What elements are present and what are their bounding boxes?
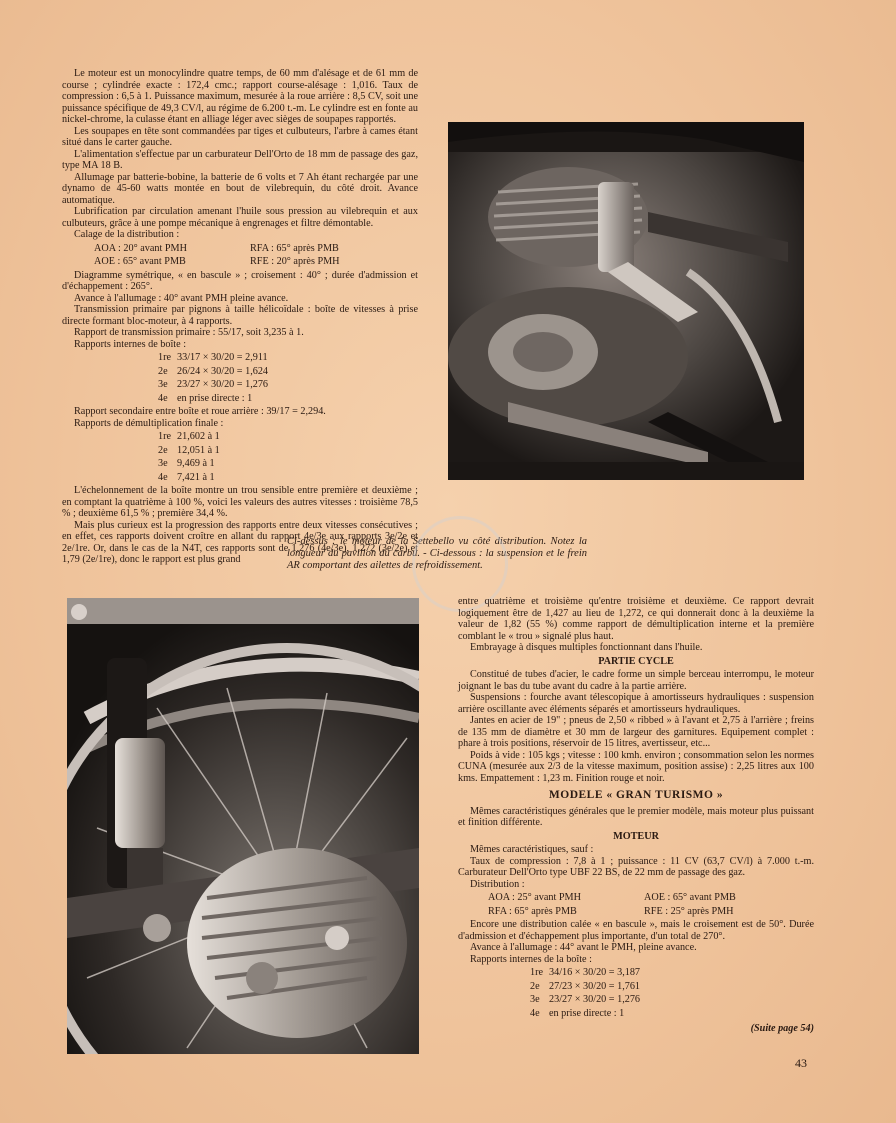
table-cell: 7,421 à 1 — [177, 471, 215, 483]
paragraph: Calage de la distribution : — [74, 229, 180, 240]
table-cell: 4e — [530, 1007, 540, 1019]
table-cell: AOA : 20° avant PMH — [94, 242, 187, 254]
paragraph: Mêmes caractéristiques générales que le premier modèle, mais moteur plus puissant et finition différente. — [458, 805, 814, 828]
paragraph: Encore une distribution calée « en bascule », mais le croisement est de 50°. Durée d'admission et d'échappement plus importante, d'un total de 270°. — [458, 919, 814, 942]
table-cell: RFE : 20° après PMH — [250, 256, 340, 267]
section-heading: MOTEUR — [613, 830, 659, 842]
table-cell: 34/16 × 30/20 = 3,187 — [549, 967, 641, 978]
rear-wheel-photo-art — [67, 598, 419, 1054]
table-cell: 1re — [158, 431, 172, 442]
right-column — [458, 596, 814, 1035]
section-heading: PARTIE CYCLE — [598, 655, 674, 667]
table-cell: RFE : 25° après PMH — [644, 905, 734, 917]
table-cell: 4e — [158, 392, 168, 404]
table-cell: 2e — [158, 365, 168, 377]
table-cell: AOE : 65° avant PMB — [644, 892, 736, 903]
paragraph: Rapports internes de boîte : — [74, 338, 187, 350]
table-cell: 33/17 × 30/20 = 2,911 — [177, 352, 268, 363]
paragraph: Lubrification par circulation amenant l'huile sous pression au vilebrequin et aux culbuteurs, grâce à une pompe mécanique à engrenages et filtre démontable. — [62, 206, 418, 229]
paragraph: Le moteur est un monocylindre quatre temps, de 60 mm d'alésage et de 61 mm de course ; cylindrée exacte : 172,4 cmc.; rapport course-alésage : 1,016. Taux de compression : 6,5 à 1. Puissance maximum, mesurée à la roue arrière : 8,5 CV, soit une puissance spécifique de 49,3 CV/l, au régime de 6.200 t.-m. Le cylindre est en fonte au nickel-chrome, la culasse étant en alliage léger avec sièges de soupapes rapportés. — [62, 68, 418, 125]
paragraph: Suspensions : fourche avant télescopique à amortisseurs hydrauliques : suspension arrière oscillante avec éléments séparés et amortisseurs hydrauliques. — [458, 692, 814, 715]
paragraph: Avance à l'allumage : 44° avant le PMH, pleine avance. — [470, 942, 697, 953]
paragraph: Avance à l'allumage : 40° avant PMH pleine avance. — [74, 292, 289, 304]
table-cell: 26/24 × 30/20 = 1,624 — [177, 365, 269, 377]
table-cell: 1re — [530, 967, 544, 978]
table-cell: 3e — [158, 458, 168, 469]
engine-photo-art — [448, 122, 804, 480]
table-cell: AOE : 65° avant PMB — [94, 256, 186, 267]
photo-caption: Ci-dessus : le moteur de la Settebello vu côté distribution. Notez la longueur du pavillon du carbu. - Ci-dessous : la suspension et le frein AR comportant des ailettes de refroidissement. — [287, 536, 587, 571]
ratio-table — [156, 350, 274, 406]
final-ratio-table — [156, 429, 226, 485]
table-cell: 3e — [530, 994, 540, 1005]
paragraph: L'échelonnement de la boîte montre un trou sensible entre première et deuxième ; en comptant la quatrième à 100 %, voici les valeurs des autres vitesses : troisième 78,5 % ; deuxième 61,5 % ; première 34,4 %. — [62, 485, 418, 519]
section-heading: MODELE « GRAN TURISMO » — [548, 789, 724, 801]
table-cell: 23/27 × 30/20 = 1,276 — [177, 379, 269, 390]
paragraph: Constitué de tubes d'acier, le cadre forme un simple berceau interrompu, le moteur joignant le bas du tube avant du cadre à la partie arrière. — [458, 669, 814, 692]
table-cell: 27/23 × 30/20 = 1,761 — [549, 980, 641, 992]
table-cell: 21,602 à 1 — [177, 431, 220, 442]
paragraph: Rapports internes de la boîte : — [470, 953, 592, 965]
table-cell: 12,051 à 1 — [177, 444, 220, 456]
paragraph: Jantes en acier de 19" ; pneus de 2,50 « ribbed » à l'avant et 2,75 à l'arrière ; freins de 135 mm de diamètre et 30 mm de largeur des garnitures. Equipement complet : phare à trois positions, réservoir de 15 litres, avertisseur, etc... — [458, 715, 814, 749]
ratio-table — [528, 965, 646, 1021]
paragraph: Taux de compression : 7,8 à 1 ; puissance : 11 CV (63,7 CV/l) à 7.000 t.-m. Carburateur Dell'Orto type UBF 22 BS, de 22 mm de passage des gaz. — [458, 855, 814, 878]
paragraph: Rapports de démultiplication finale : — [74, 417, 224, 429]
paragraph: Mais plus curieux est la progression des rapports entre deux vitesses consécutives ; en effet, ces rapports doivent croître en allant du rapport 4e/3e aux rapports 3e/2e et 2e/1re. Or, dans le cas de la N4T, ces rapports sont de 1,276 (4e/3e), 1,272 (3e/2e) et 1,79 (2e/1re), donc le rapport est plus grand — [62, 519, 418, 565]
distribution-table — [92, 241, 346, 270]
table-cell: AOA : 25° avant PMH — [488, 892, 581, 903]
paragraph: Diagramme symétrique, « en bascule » ; croisement : 40° ; durée d'admission et d'échappement : 265°. — [62, 269, 418, 292]
table-cell: 9,469 à 1 — [177, 458, 215, 469]
paragraph: Embrayage à disques multiples fonctionnant dans l'huile. — [470, 642, 703, 653]
table-cell: 1re — [158, 352, 172, 363]
paragraph: Rapport secondaire entre boîte et roue arrière : 39/17 = 2,294. — [74, 406, 326, 417]
table-cell: RFA : 65° après PMB — [250, 242, 339, 254]
paragraph: entre quatrième et troisième qu'entre troisième et deuxième. Ce rapport devrait logiquement être de 1,427 au lieu de 1,272, ce qui donnerait donc à la deuxième la valeur de 1,82 (55 %) comme rapport de démultiplication interne et la première comblant le « trou » signalé plus haut. — [458, 596, 814, 642]
paragraph: Mêmes caractéristiques, sauf : — [470, 844, 594, 855]
paragraph: Allumage par batterie-bobine, la batterie de 6 volts et 7 Ah étant rechargée par une dynamo de 45-60 watts montée en bout de vilebrequin, du côté droit. Avance automatique. — [62, 171, 418, 206]
paragraph: L'alimentation s'effectue par un carburateur Dell'Orto de 18 mm de passage des gaz, type MA 18 B. — [62, 148, 418, 171]
paragraph: Rapport de transmission primaire : 55/17, soit 3,235 à 1. — [74, 327, 304, 338]
paragraph: Transmission primaire par pignons à taille hélicoïdale : boîte de vitesses à prise directe formant bloc-moteur, à 4 rapports. — [62, 304, 418, 327]
table-cell: en prise directe : 1 — [549, 1007, 625, 1019]
continuation-note: (Suite page 54) — [750, 1023, 814, 1034]
engine-photo — [448, 122, 804, 480]
table-cell: 23/27 × 30/20 = 1,276 — [549, 994, 641, 1005]
distribution-table — [486, 890, 742, 919]
paragraph: Poids à vide : 105 kgs ; vitesse : 100 kmh. environ ; consommation selon les normes CUNA (mesurée aux 2/3 de la vitesse maximum, position assise) : 2,25 litres aux 100 kms. Empattement : 1,23 m. Finition rouge et noir. — [458, 749, 814, 784]
table-cell: en prise directe : 1 — [177, 392, 253, 404]
page-number: 43 — [795, 1056, 807, 1070]
table-cell: 2e — [158, 444, 168, 456]
table-cell: 4e — [158, 471, 168, 483]
paragraph: Les soupapes en tête sont commandées par tiges et culbuteurs, l'arbre à cames étant situé dans le carter gauche. — [62, 125, 418, 148]
paragraph: Distribution : — [470, 878, 525, 890]
table-cell: 2e — [530, 980, 540, 992]
left-column — [62, 68, 418, 566]
table-cell: 3e — [158, 379, 168, 390]
table-cell: RFA : 65° après PMB — [488, 905, 577, 917]
rear-wheel-photo — [67, 598, 419, 1054]
